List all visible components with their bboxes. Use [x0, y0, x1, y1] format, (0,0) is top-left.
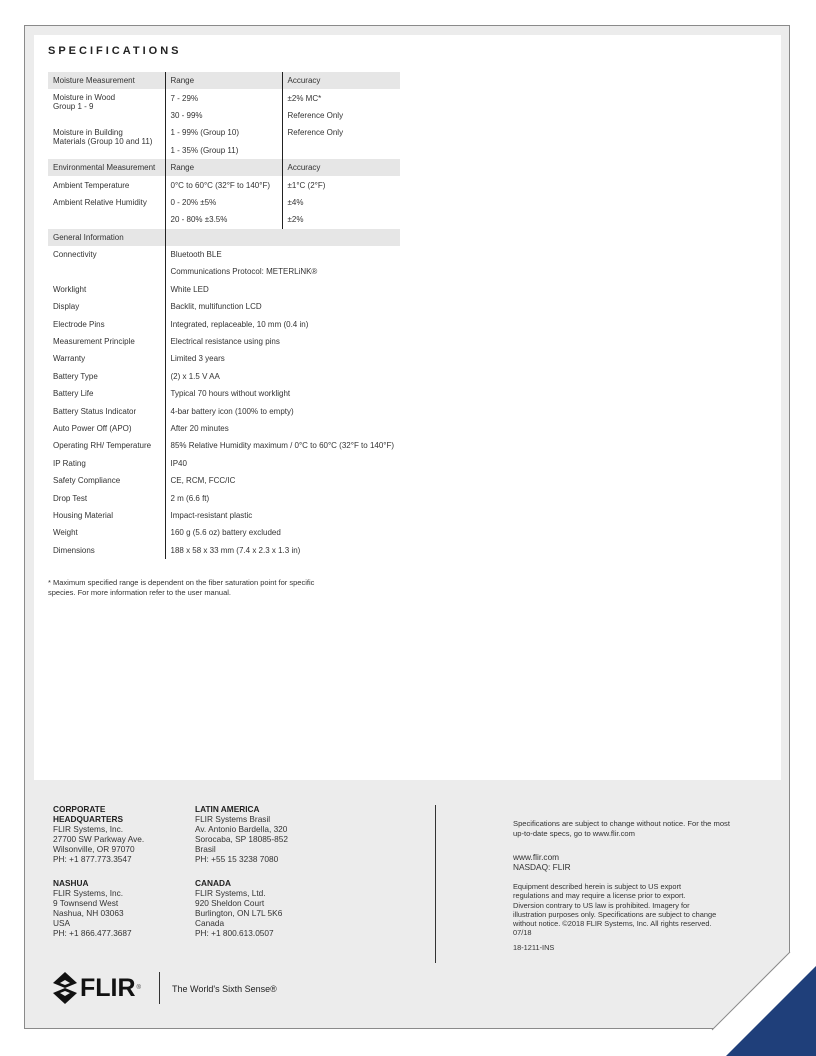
- table-cell: Moisture Measurement: [48, 72, 165, 89]
- table-cell: [282, 142, 400, 159]
- table-cell: Accuracy: [282, 159, 400, 176]
- table-header-row: [48, 159, 400, 176]
- tagline: The World's Sixth Sense®: [172, 984, 277, 994]
- table-cell: Auto Power Off (APO): [53, 424, 132, 433]
- table-cell: 1 - 99% (Group 10): [165, 124, 282, 141]
- table-cell: Range: [165, 72, 282, 89]
- table-cell: Battery Type: [53, 371, 98, 381]
- document-code: 18-1211-INS: [513, 943, 555, 952]
- table-cell: Communications Protocol: METERLiNK®: [165, 263, 400, 280]
- table-cell: IP Rating: [53, 458, 86, 468]
- specifications-table: [48, 72, 400, 559]
- footer-divider: [435, 805, 436, 963]
- table-cell: White LED: [165, 281, 400, 298]
- table-row: [48, 402, 400, 419]
- table-row: [48, 385, 400, 402]
- table-cell: 188 x 58 x 33 mm (7.4 x 2.3 x 1.3 in): [165, 542, 400, 559]
- table-cell: 0 - 20% ±5%: [165, 194, 282, 211]
- table-row: [48, 455, 400, 472]
- logo-registered: ®: [136, 985, 141, 991]
- table-cell: Backlit, multifunction LCD: [165, 298, 400, 315]
- table-row: [48, 194, 400, 211]
- table-row: [48, 124, 400, 141]
- table-cell: Moisture in Building Materials (Group 10 and 11): [53, 128, 153, 147]
- table-header-row: [48, 72, 400, 89]
- table-cell: Reference Only: [282, 107, 400, 124]
- address-lines: FLIR Systems, Ltd. 920 Sheldon Court Burlington, ON L7L 5K6 Canada PH: +1 800.613.0507: [195, 888, 283, 938]
- table-cell: Ambient Relative Humidity: [53, 197, 147, 207]
- table-row: [48, 281, 400, 298]
- table-cell: Warranty: [53, 354, 86, 364]
- table-cell: Ambient Temperature: [53, 180, 130, 190]
- table-row: [48, 89, 400, 106]
- table-cell: IP40: [165, 455, 400, 472]
- table-row: [48, 246, 400, 263]
- page-title: SPECIFICATIONS: [48, 45, 182, 57]
- table-cell: 30 - 99%: [165, 107, 282, 124]
- address-hq: [53, 804, 144, 864]
- table-row: [48, 420, 400, 437]
- table-cell: Accuracy: [282, 72, 400, 89]
- table-cell: CE, RCM, FCC/IC: [165, 472, 400, 489]
- table-cell: Display: [53, 302, 80, 312]
- table-cell: Operating RH/ Temperature: [53, 441, 152, 451]
- address-heading: CANADA: [195, 878, 231, 888]
- address-lines: FLIR Systems Brasil Av. Antonio Bardella, 320 Sorocaba, SP 18085-852 Brasil PH: +55 15 3238 7080: [195, 814, 289, 864]
- table-cell: After 20 minutes: [165, 420, 400, 437]
- table-cell: (2) x 1.5 V AA: [165, 368, 400, 385]
- table-cell: [165, 229, 400, 246]
- table-cell: Worklight: [53, 284, 87, 294]
- table-cell: ±2% MC*: [282, 89, 400, 106]
- table-cell: 7 - 29%: [165, 89, 282, 106]
- address-heading: LATIN AMERICA: [195, 804, 260, 814]
- table-cell: Moisture in Wood Group 1 - 9: [53, 93, 116, 112]
- table-cell: Housing Material: [53, 510, 114, 520]
- table-cell: Dimensions: [53, 545, 95, 555]
- corner-triangle: [726, 966, 816, 1056]
- address-canada: [195, 878, 282, 938]
- table-cell: 2 m (6.6 ft): [165, 489, 400, 506]
- table-row: [48, 350, 400, 367]
- table-row: [48, 507, 400, 524]
- logo-wordmark: FLIR: [80, 973, 136, 1002]
- table-cell: Impact-resistant plastic: [165, 507, 400, 524]
- table-cell: General Information: [48, 229, 165, 246]
- address-heading: NASHUA: [53, 878, 89, 888]
- table-cell: ±2%: [282, 211, 400, 228]
- table-row: [48, 176, 400, 193]
- table-cell: Limited 3 years: [165, 350, 400, 367]
- address-latam: [195, 804, 288, 864]
- table-cell: Battery Status Indicator: [53, 406, 137, 416]
- address-lines: FLIR Systems, Inc. 27700 SW Parkway Ave. Wilsonville, OR 97070 PH: +1 877.773.3547: [53, 824, 145, 864]
- table-cell: Electrode Pins: [53, 319, 105, 329]
- table-cell: Bluetooth BLE: [165, 246, 400, 263]
- table-cell: Weight: [53, 528, 78, 538]
- table-cell: Battery Life: [53, 389, 94, 399]
- table-row: [48, 333, 400, 350]
- table-cell: 1 - 35% (Group 11): [165, 142, 282, 159]
- table-cell: 0°C to 60°C (32°F to 140°F): [165, 176, 282, 193]
- table-cell: Measurement Principle: [53, 337, 135, 347]
- table-header-row: [48, 229, 400, 246]
- table-row: [48, 472, 400, 489]
- table-cell: Environmental Measurement: [48, 159, 165, 176]
- legal-notice: Equipment described herein is subject to US export regulations and may require a license prior to export. Diversion contrary to US law is prohibited. Imagery for illustration purposes only. Specifications are subject to change without notice. ©2018 FLIR Systems, Inc. All rights reserved. 07/18: [513, 882, 717, 938]
- table-row: [48, 524, 400, 541]
- table-row: [48, 315, 400, 332]
- table-cell: 20 - 80% ±3.5%: [165, 211, 282, 228]
- table-cell: ±1°C (2°F): [282, 176, 400, 193]
- logo-divider: [159, 972, 160, 1004]
- table-cell: 160 g (5.6 oz) battery excluded: [165, 524, 400, 541]
- address-heading: CORPORATE HEADQUARTERS: [53, 804, 124, 824]
- spec-notice: Specifications are subject to change without notice. For the most up-to-date specs, go to www.flir.com: [513, 819, 730, 838]
- table-cell: Range: [165, 159, 282, 176]
- table-row: [48, 437, 400, 454]
- address-lines: FLIR Systems, Inc. 9 Townsend West Nashua, NH 03063 USA PH: +1 866.477.3687: [53, 888, 132, 938]
- flir-logo-icon: [52, 971, 78, 1005]
- table-cell: Integrated, replaceable, 10 mm (0.4 in): [165, 315, 400, 332]
- footnote: * Maximum specified range is dependent on the fiber saturation point for specific species. For more information refer to the user manual.: [48, 578, 315, 597]
- website-nasdaq: www.flir.com NASDAQ: FLIR: [513, 852, 571, 872]
- table-cell: Drop Test: [53, 493, 88, 503]
- table-cell: Safety Compliance: [53, 476, 121, 486]
- table-cell: ±4%: [282, 194, 400, 211]
- table-cell: Reference Only: [282, 124, 400, 141]
- table-cell: 85% Relative Humidity maximum / 0°C to 60°C (32°F to 140°F): [165, 437, 400, 454]
- table-row: [48, 489, 400, 506]
- table-cell: Typical 70 hours without worklight: [165, 385, 400, 402]
- address-nashua: [53, 878, 132, 938]
- table-cell: 4-bar battery icon (100% to empty): [165, 402, 400, 419]
- table-cell: Connectivity: [53, 249, 97, 259]
- table-row: [48, 298, 400, 315]
- flir-logo: [52, 971, 141, 1005]
- table-row: [48, 368, 400, 385]
- table-row: [48, 542, 400, 559]
- table-cell: Electrical resistance using pins: [165, 333, 400, 350]
